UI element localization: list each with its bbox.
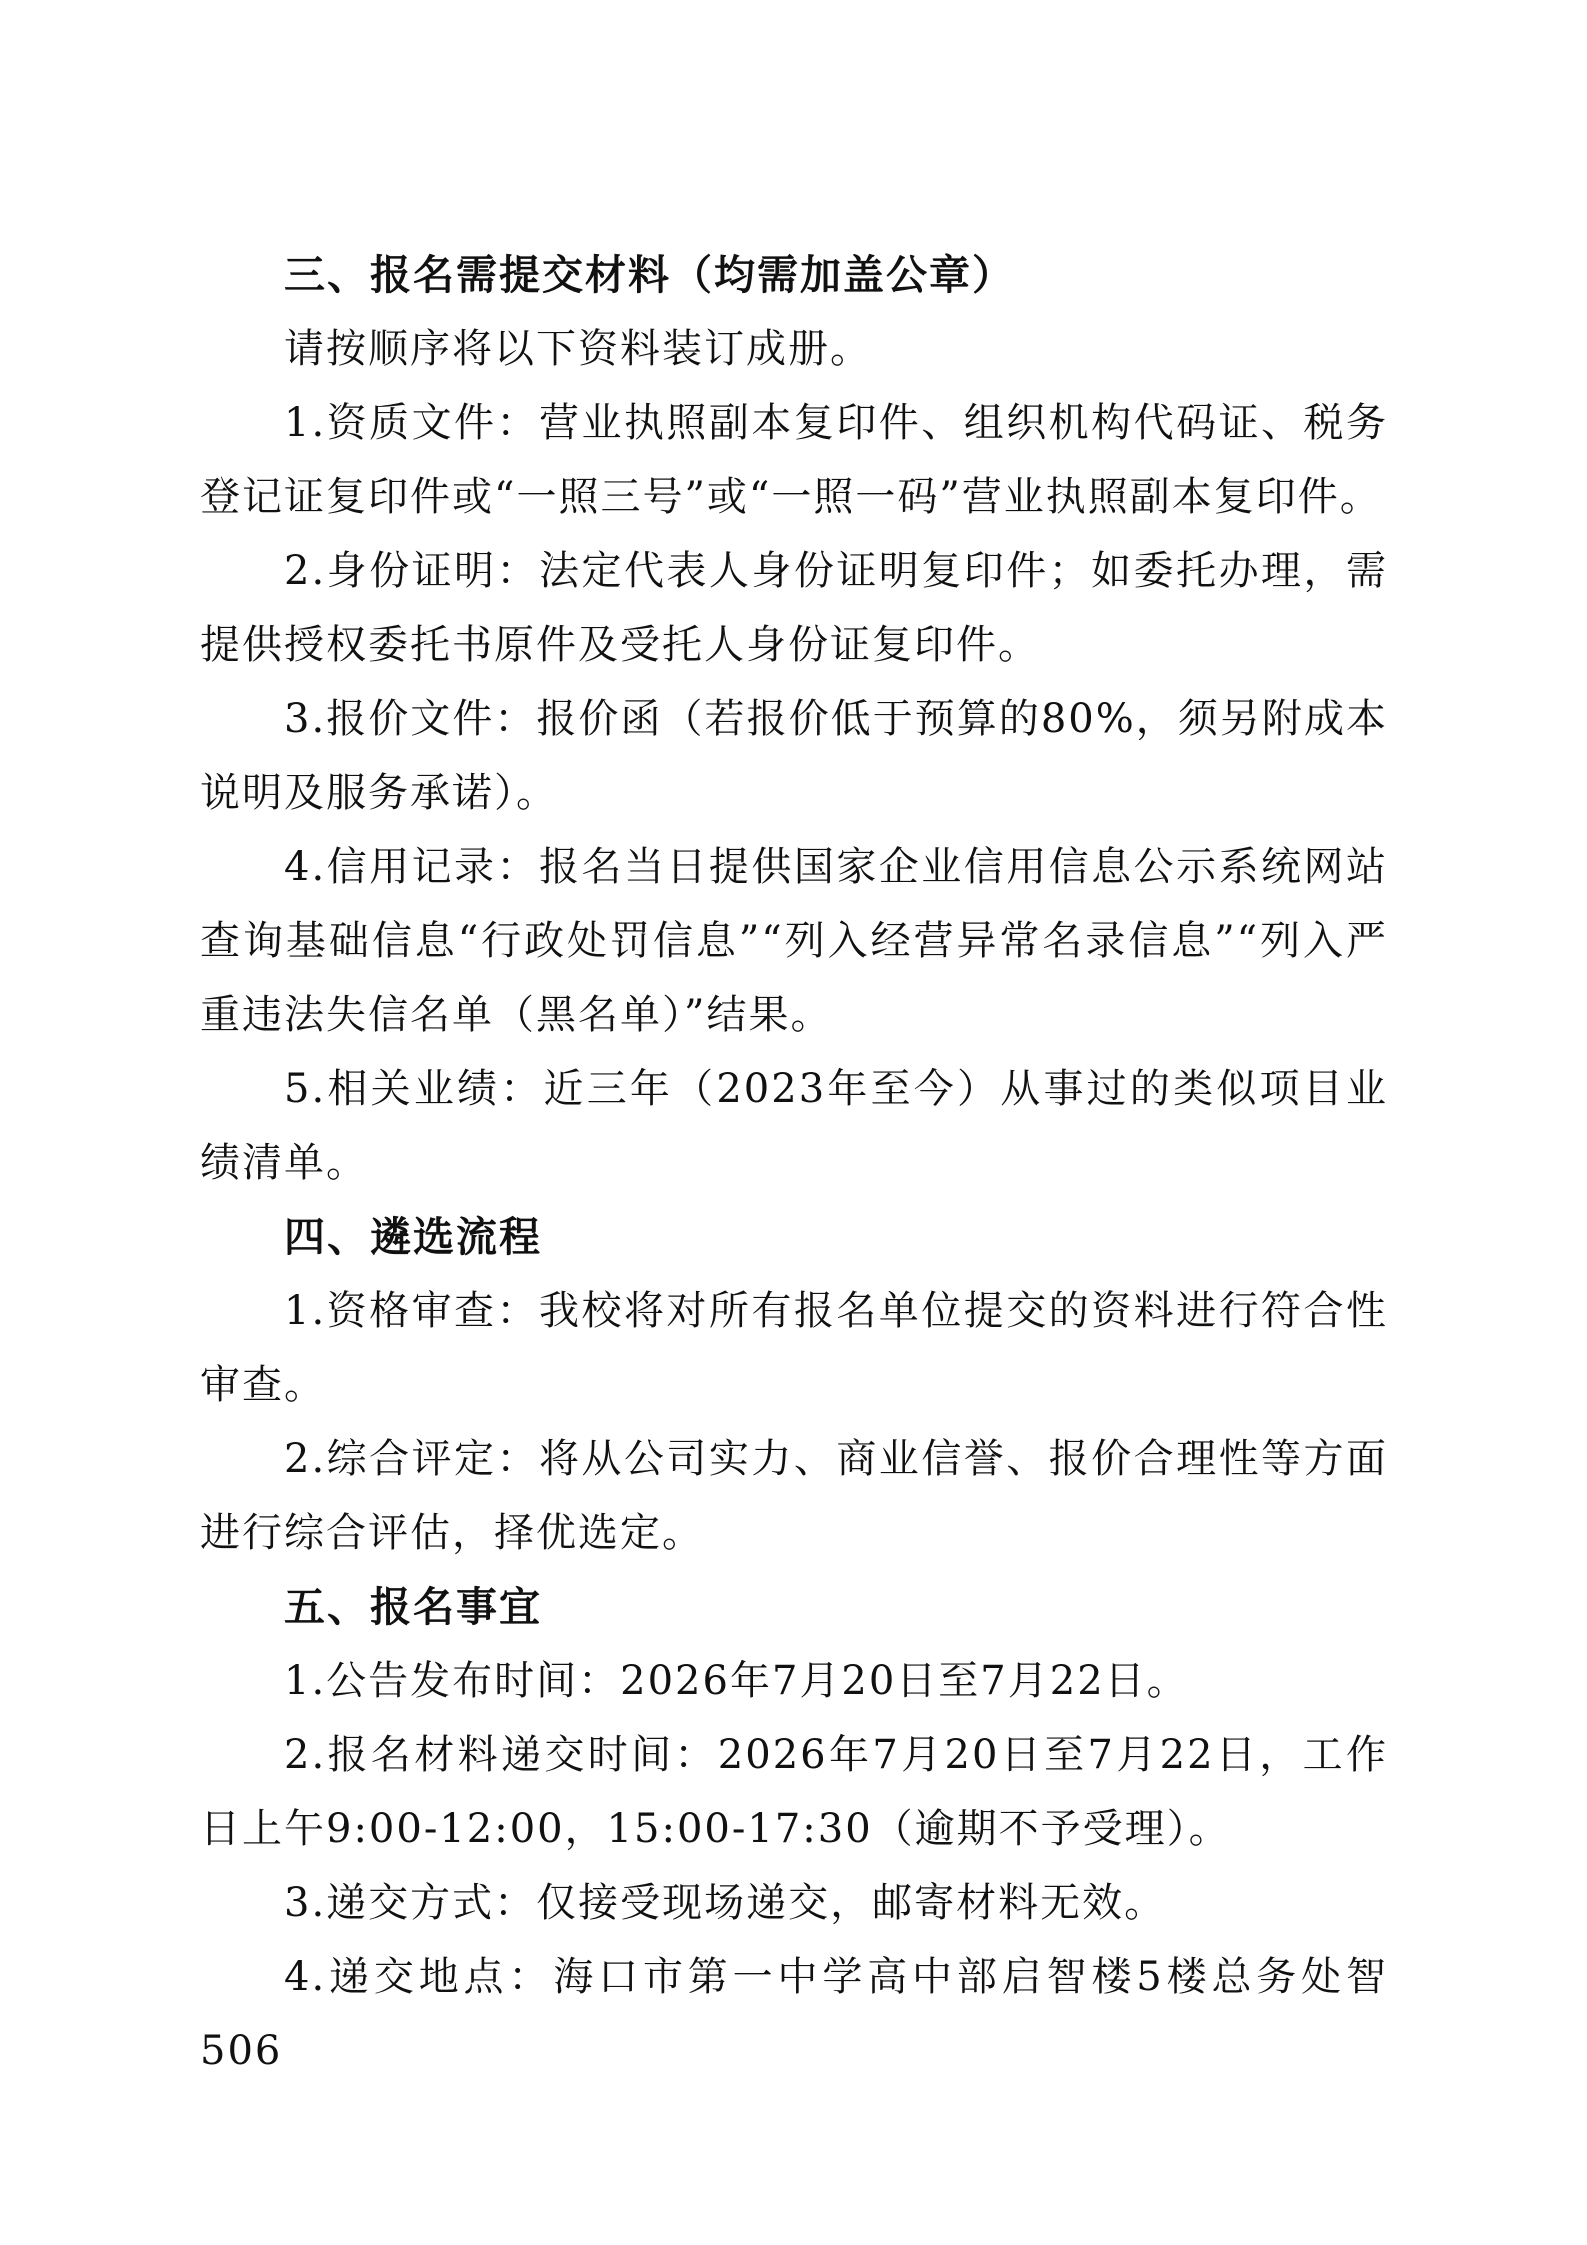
- materials-item-identity: 2.身份证明：法定代表人身份证明复印件；如委托办理，需提供授权委托书原件及受托人身份证复印件。: [200, 548, 1388, 668]
- registration-item-submit-method: 3.递交方式：仅接受现场递交，邮寄材料无效。: [284, 1880, 1167, 1926]
- selection-item-evaluation: 2.综合评定：将从公司实力、商业信誉、报价合理性等方面进行综合评估，择优选定。: [200, 1436, 1388, 1556]
- materials-item-performance: 5.相关业绩：近三年（2023年至今）从事过的类似项目业绩清单。: [200, 1066, 1388, 1186]
- selection-item-review: 1.资格审查：我校将对所有报名单位提交的资料进行符合性审查。: [200, 1288, 1388, 1408]
- section-heading-registration: 五、报名事宜: [284, 1583, 542, 1631]
- materials-item-qualification: 1.资质文件：营业执照副本复印件、组织机构代码证、税务登记证复印件或“一照三号”或“一照一码”营业执照副本复印件。: [200, 400, 1388, 520]
- section-heading-materials: 三、报名需提交材料（均需加盖公章）: [284, 251, 1015, 299]
- section-intro: 请按顺序将以下资料装订成册。: [284, 326, 872, 372]
- materials-item-quotation: 3.报价文件：报价函（若报价低于预算的80%，须另附成本说明及服务承诺）。: [200, 696, 1388, 816]
- registration-item-publish-time: 1.公告发布时间：2026年7月20日至7月22日。: [284, 1658, 1189, 1704]
- materials-item-credit: 4.信用记录：报名当日提供国家企业信用信息公示系统网站查询基础信息“行政处罚信息”“列入经营异常名录信息”“列入严重违法失信名单（黑名单）”结果。: [200, 844, 1388, 1038]
- document-body: [200, 238, 1388, 2088]
- section-heading-selection: 四、遴选流程: [284, 1213, 542, 1261]
- registration-item-submit-time: 2.报名材料递交时间：2026年7月20日至7月22日，工作日上午9:00-12:00，15:00-17:30（逾期不予受理）。: [200, 1732, 1388, 1852]
- registration-item-submit-location: 4.递交地点：海口市第一中学高中部启智楼5楼总务处智506: [200, 1954, 1388, 2074]
